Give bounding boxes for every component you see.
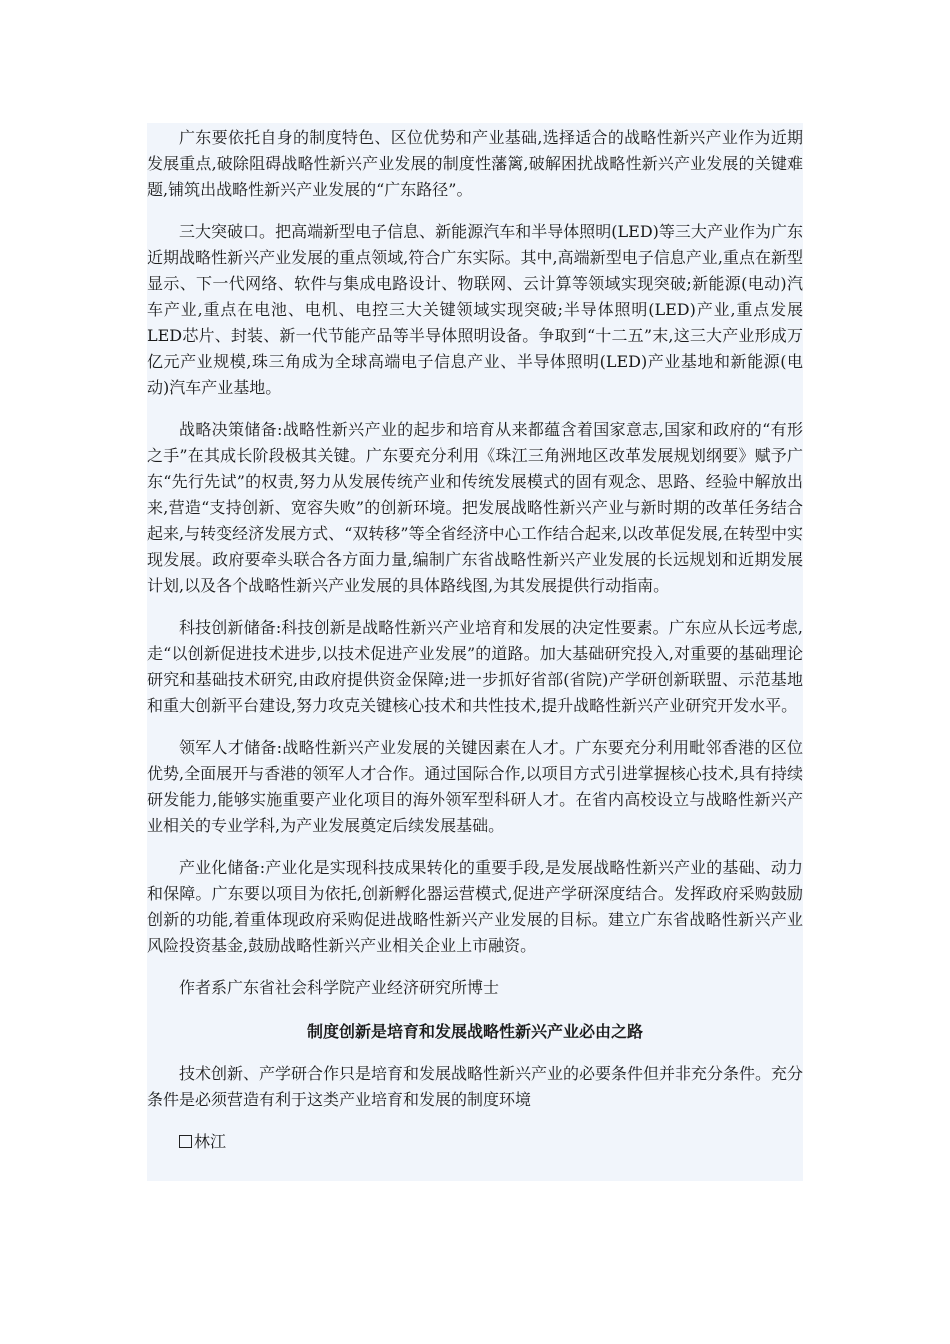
author-name: 林江 — [194, 1132, 227, 1151]
author-note: 作者系广东省社会科学院产业经济研究所博士 — [179, 978, 500, 997]
paragraph-breakthroughs: 三大突破口。把高端新型电子信息、新能源汽车和半导体照明(LED)等三大产业作为广东近期战略性新兴产业发展的重点领域,符合广东实际。其中,高端新型电子信息产业,重点在新型显示、下一代网络、软件与集成电路设计、物联网、云计算等领域实现突破;新能源(电动)汽车产业,重点在电池、电机、电控三大关键领域实现突破;半导体照明(LED)产业,重点发展LED芯片、封装、新一代节能产品等半导体照明设备。争取到“十二五”末,这三大产业形成万亿元产业规模,珠三角成为全球高端电子信息产业、半导体照明(LED)产业基地和新能源(电动)汽车产业基地。 — [147, 222, 803, 397]
paragraph-strategy-reserve: 战略决策储备:战略性新兴产业的起步和培育从来都蕴含着国家意志,国家和政府的“有形之手”在其成长阶段极其关键。广东要充分利用《珠江三角洲地区改革发展规划纲要》赋予广东“先行先试”的权责,努力从发展传统产业和传统发展模式的固有观念、思路、经验中解放出来,营造“支持创新、宽容失败”的创新环境。把发展战略性新兴产业与新时期的改革任务结合起来,与转变经济发展方式、“双转移”等全省经济中心工作结合起来,以改革促发展,在转型中实现发展。政府要牵头联合各方面力量,编制广东省战略性新兴产业发展的长远规划和近期发展计划,以及各个战略性新兴产业发展的具体路线图,为其发展提供行动指南。 — [147, 420, 803, 595]
article-lead: 技术创新、产学研合作只是培育和发展战略性新兴产业的必要条件但并非充分条件。充分条件是必须营造有利于这类产业培育和发展的制度环境 — [147, 1064, 804, 1109]
paragraph-industrialization-reserve: 产业化储备:产业化是实现科技成果转化的重要手段,是发展战略性新兴产业的基础、动力和保障。广东要以项目为依托,创新孵化器运营模式,促进产学研深度结合。发挥政府采购鼓励创新的功能,着重体现政府采购促进战略性新兴产业发展的目标。建立广东省战略性新兴产业风险投资基金,鼓励战略性新兴产业相关企业上市融资。 — [147, 858, 803, 955]
article-content — [147, 123, 803, 1181]
paragraph-tech-reserve: 科技创新储备:科技创新是战略性新兴产业培育和发展的决定性要素。广东应从长远考虑,走“以创新促进技术进步,以技术促进产业发展”的道路。加大基础研究投入,对重要的基础理论研究和基础技术研究,由政府提供资金保障;进一步抓好省部(省院)产学研创新联盟、示范基地和重大创新平台建设,努力攻克关键核心技术和共性技术,提升战略性新兴产业研究开发水平。 — [147, 618, 803, 715]
paragraph-talent-reserve: 领军人才储备:战略性新兴产业发展的关键因素在人才。广东要充分利用毗邻香港的区位优势,全面展开与香港的领军人才合作。通过国际合作,以项目方式引进掌握核心技术,具有持续研发能力,能够实施重要产业化项目的海外领军型科研人才。在省内高校设立与战略性新兴产业相关的专业学科,为产业发展奠定后续发展基础。 — [147, 738, 803, 835]
paragraph-intro: 广东要依托自身的制度特色、区位优势和产业基础,选择适合的战略性新兴产业作为近期发展重点,破除阻碍战略性新兴产业发展的制度性藩篱,破解困扰战略性新兴产业发展的关键难题,铺筑出战略性新兴产业发展的“广东路径”。 — [147, 128, 803, 199]
article-title: 制度创新是培育和发展战略性新兴产业必由之路 — [306, 1022, 643, 1041]
square-bullet-icon — [179, 1135, 192, 1148]
article-author — [147, 1129, 803, 1155]
